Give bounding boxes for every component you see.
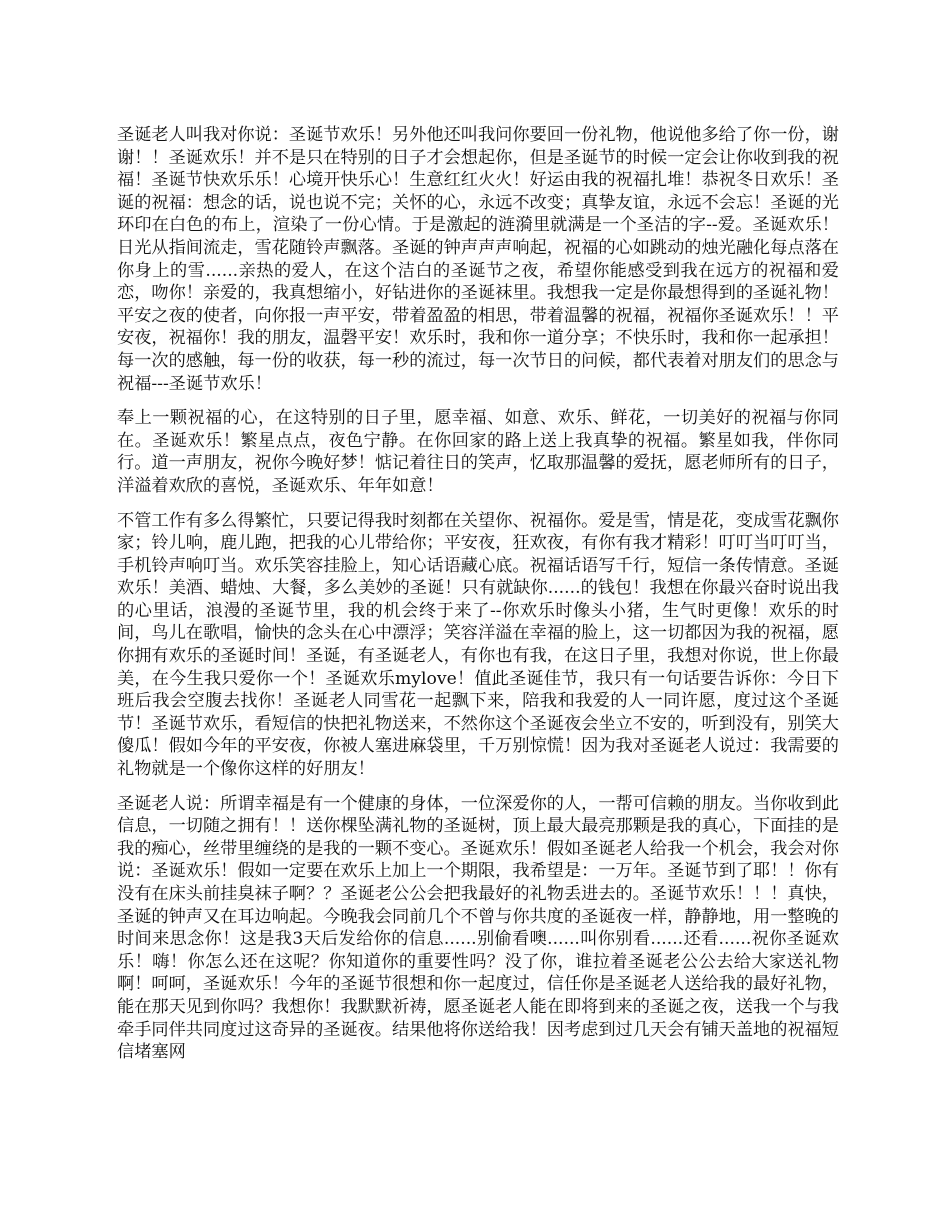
document-body	[117, 124, 839, 1076]
paragraph-2: 奉上一颗祝福的心，在这特别的日子里，愿幸福、如意、欢乐、鲜花，一切美好的祝福与你同在。圣诞欢乐！繁星点点，夜色宁静。在你回家的路上送上我真挚的祝福。繁星如我，伴你同行。道一声朋友，祝你今晚好梦！惦记着往日的笑声，忆取那温馨的爱抚，愿老师所有的日子，洋溢着欢欣的喜悦，圣诞欢乐、年年如意！	[117, 408, 839, 496]
paragraph-1: 圣诞老人叫我对你说：圣诞节欢乐！另外他还叫我问你要回一份礼物，他说他多给了你一份，谢谢！！圣诞欢乐！并不是只在特别的日子才会想起你，但是圣诞节的时候一定会让你收到我的祝福！圣诞节快欢乐乐！心境开快乐心！生意红红火火！好运由我的祝福扎堆！恭祝冬日欢乐！圣诞的祝福：想念的话，说也说不完；关怀的心，永远不改变；真挚友谊，永远不会忘！圣诞的光环印在白色的布上，渲染了一份心情。于是激起的涟漪里就满是一个圣洁的字--爱。圣诞欢乐！日光从指间流走，雪花随铃声飘落。圣诞的钟声声声响起，祝福的心如跳动的烛光融化每点落在你身上的雪......亲热的爱人，在这个洁白的圣诞节之夜，希望你能感受到我在远方的祝福和爱恋，吻你！亲爱的，我真想缩小，好钻进你的圣诞袜里。我想我一定是你最想得到的圣诞礼物！平安之夜的使者，向你报一声平安，带着盈盈的相思，带着温馨的祝福，祝福你圣诞欢乐！！平安夜，祝福你！我的朋友，温磬平安！欢乐时，我和你一道分享；不快乐时，我和你一起承担！每一次的感触，每一份的收获，每一秒的流过，每一次节日的问候，都代表着对朋友们的思念与祝福---圣诞节欢乐！	[117, 125, 839, 394]
paragraph-4: 圣诞老人说：所谓幸福是有一个健康的身体，一位深爱你的人，一帮可信赖的朋友。当你收到此信息，一切随之拥有！！送你棵坠满礼物的圣诞树，顶上最大最亮那颗是我的真心，下面挂的是我的痴心，丝带里缠绕的是我的一颗不变心。圣诞欢乐！假如圣诞老人给我一个机会，我会对你说：圣诞欢乐！假如一定要在欢乐上加上一个期限，我希望是：一万年。圣诞节到了耶！！你有没有在床头前挂臭袜子啊？？圣诞老公公会把我最好的礼物丢进去的。圣诞节欢乐！！！真快，圣诞的钟声又在耳边响起。今晚我会同前几个不曾与你共度的圣诞夜一样，静静地，用一整晚的时间来思念你！这是我3天后发给你的信息......别偷看噢......叫你别看......还看......祝你圣诞欢乐！嗨！你怎么还在这呢？你知道你的重要性吗？没了你，谁拉着圣诞老公公去给大家送礼物啊！呵呵，圣诞欢乐！今年的圣诞节很想和你一起度过，信任你是圣诞老人送给我的最好礼物，能在那天见到你吗？我想你！我默默祈祷，愿圣诞老人能在即将到来的圣诞之夜，送我一个与我牵手同伴共同度过这奇异的圣诞夜。结果他将你送给我！因考虑到过几天会有铺天盖地的祝福短信堵塞网	[117, 793, 839, 1063]
paragraph-3: 不管工作有多么得繁忙，只要记得我时刻都在关望你、祝福你。爱是雪，情是花，变成雪花飘你家；铃儿响，鹿儿跑，把我的心儿带给你；平安夜，狂欢夜，有你有我才精彩！叮叮当叮叮当，手机铃声响叮当。欢乐笑容挂脸上，知心话语藏心底。祝福话语写千行，短信一条传情意。圣诞欢乐！美酒、蜡烛、大餐，多么美妙的圣诞！只有就缺你......的钱包！我想在你最兴奋时说出我的心里话，浪漫的圣诞节里，我的机会终于来了--你欢乐时像头小猪，生气时更像！欢乐的时间，鸟儿在歌唱，愉快的念头在心中漂浮；笑容洋溢在幸福的脸上，这一切都因为我的祝福，愿你拥有欢乐的圣诞时间！圣诞，有圣诞老人，有你也有我，在这日子里，我想对你说，世上你最美，在今生我只爱你一个！圣诞欢乐mylove！值此圣诞佳节，我只有一句话要告诉你：今日下班后我会空腹去找你！圣诞老人同雪花一起飘下来，陪我和我爱的人一同许愿，度过这个圣诞节！圣诞节欢乐，看短信的快把礼物送来，不然你这个圣诞夜会坐立不安的，听到没有，别笑大傻瓜！假如今年的平安夜，你被人塞进麻袋里，千万别惊慌！因为我对圣诞老人说过：我需要的礼物就是一个像你这样的好朋友！	[117, 510, 839, 780]
